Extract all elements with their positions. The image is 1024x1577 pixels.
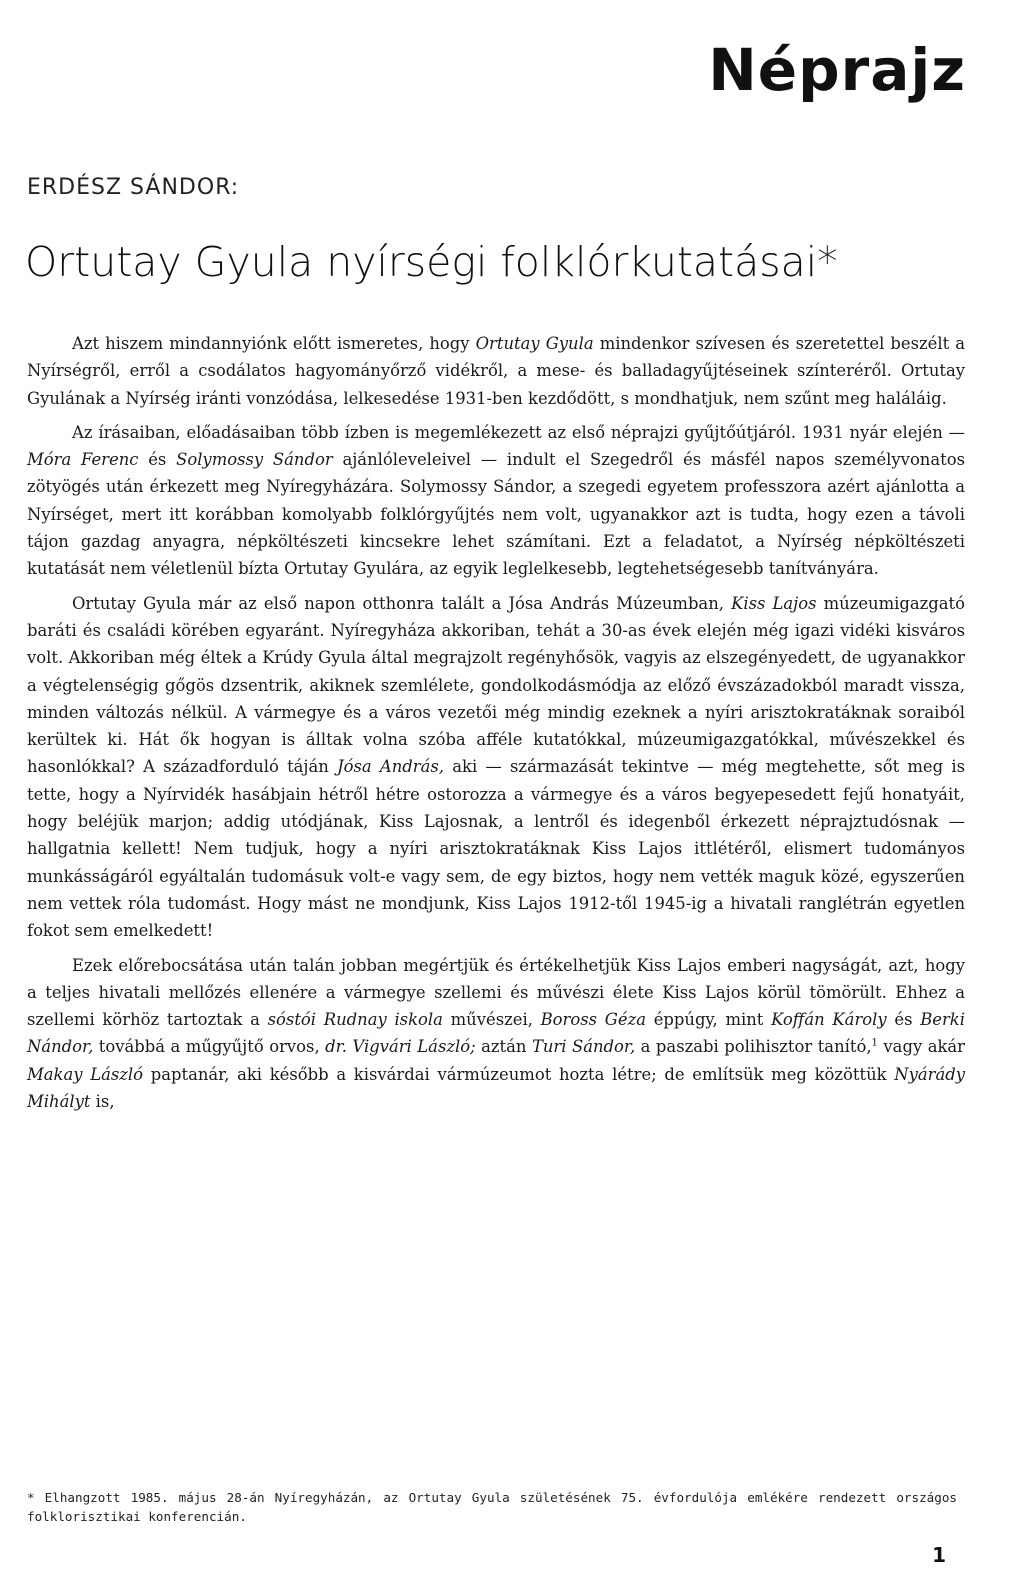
emphasized-name: Makay László <box>27 1064 144 1084</box>
section-title: Néprajz <box>708 36 966 104</box>
body-paragraph <box>27 952 965 1116</box>
emphasized-name: Nyárády Mihályt <box>27 1064 965 1112</box>
article-title: Ortutay Gyula nyírségi folklórkutatásai* <box>25 238 838 286</box>
text-run: vagy akár <box>877 1037 966 1057</box>
body-paragraph <box>27 330 965 412</box>
emphasized-name: Berki Nándor, <box>27 1010 965 1057</box>
text-run: és <box>138 450 177 470</box>
article-author: ERDÉSZ SÁNDOR: <box>27 175 240 200</box>
emphasized-name: Jósa András, <box>337 757 445 777</box>
emphasized-name: dr. Vigvári László; <box>325 1037 476 1057</box>
text-run: aki — származását tekintve — még megtehette, sőt meg is tette, hogy a Nyírvidék hasábjain hétről hétre ostorozza a vármegye és a város begyepesedett fejű honatyáit, hogy beléjük marjon; addig utódjának, Kiss Lajosnak, a lentről és idegenből érkezett néprajztudósnak — hallgatnia kellett! Nem tudjuk, hogy a nyíri arisztokratáknak Kiss Lajos ittlétéről, elismert tudományos munkásságáról egyáltalán tudomásuk volt-e vagy sem, de egy biztos, hogy nem vették maguk közé, egyszerűen nem vettek róla tudomást. Hogy mást ne mondjunk, Kiss Lajos 1912-től 1945-ig a hivatali ranglétrán egyetlen fokot sem emelkedett! <box>27 757 965 941</box>
text-run: Az írásaiban, előadásaiban több ízben is megemlékezett az első néprajzi gyűjtőútjáról. 1931 nyár elején — <box>72 422 965 442</box>
emphasized-name: sóstói Rudnay iskola <box>267 1010 443 1030</box>
emphasized-name: Ortutay Gyula <box>475 334 594 353</box>
text-run: és <box>886 1010 921 1030</box>
article-body <box>27 330 965 1115</box>
emphasized-name: Turi Sándor, <box>531 1037 636 1057</box>
text-run: is, <box>90 1092 115 1112</box>
emphasized-name: Solymossy Sándor <box>176 450 333 470</box>
text-run: aztán <box>475 1037 532 1057</box>
text-run: művészei, <box>442 1010 541 1030</box>
emphasized-name: Kiss Lajos <box>731 593 817 613</box>
page-number: 1 <box>932 1543 946 1567</box>
text-run: múzeumigazgató baráti és családi körében egyaránt. Nyíregyháza akkoriban, tehát a 30-as évek elején még igazi vidéki kisváros volt. Akkoriban még éltek a Krúdy Gyula által megrajzolt regényhősök, vagyis az elszegényedett, de ugyanakkor a végtelenségig gőgös dzsentrik, akiknek szemlélete, gondolkodásmódja az előző évszázadokból maradt vissza, minden változás nélkül. A vármegye és a város vezetői még mindig ezeknek a nyíri arisztokratáknak soraiból kerültek ki. Hát ők hogyan is álltak volna szóba afféle kutatókkal, múzeumigazgatókkal, művészekkel és hasonlókkal? A századforduló táján <box>27 593 966 777</box>
emphasized-name: Koffán Károly <box>771 1010 887 1030</box>
text-run: Ortutay Gyula már az első napon otthonra talált a Jósa András Múzeumban, <box>72 593 732 613</box>
footnote-ref: 1 <box>871 1037 878 1049</box>
body-paragraph <box>27 590 965 945</box>
text-run: mindenkor szívesen és szeretettel beszélt a Nyírségről, erről a csodálatos hagyományőrző vidékről, a mese- és balladagyűjtéseinek színteréről. Ortutay Gyulának a Nyírség iránti vonzódása, lelkesedése 1931-ben kezdődött, s mondhatjuk, nem szűnt meg haláláig. <box>27 334 965 408</box>
text-run: éppúgy, mint <box>645 1010 772 1030</box>
text-run: paptanár, aki később a kisvárdai vármúzeumot hozta létre; de említsük meg közöttük <box>143 1064 895 1084</box>
text-run: továbbá a műgyűjtő orvos, <box>93 1037 326 1057</box>
text-run: ajánlóleveleivel — indult el Szegedről és másfél napos személyvonatos zötyögés után érkezett meg Nyíregyházára. Solymossy Sándor, a szegedi egyetem professzora azért ajánlotta a Nyírséget, mert itt korábban komolyabb folklórgyűjtés nem volt, ugyanakkor azt is tudta, hogy ezen a távoli tájon gazdag anyagra, népköltészeti kincsekre lehet számítani. Ezt a feladatot, a Nyírség népköltészeti kutatását nem véletlenül bízta Ortutay Gyulára, az egyik leglelkesebb, legtehetségesebb tanítványára. <box>27 450 966 579</box>
body-paragraph <box>27 419 965 583</box>
text-run: Ezek előrebocsátása után talán jobban megértjük és értékelhetjük Kiss Lajos emberi nagyságát, azt, hogy a teljes hivatali mellőzés ellenére a vármegye szellemi és művészi élete Kiss Lajos körül tömörült. Ehhez a szellemi körhöz tartoztak a <box>27 955 965 1030</box>
text-run: a paszabi polihisztor tanító, <box>635 1037 872 1057</box>
text-run: Azt hiszem mindannyiónk előtt ismeretes, hogy <box>72 334 476 353</box>
footnote: * Elhangzott 1985. május 28-án Nyíregyházán, az Ortutay Gyula születésének 75. évfordulója emlékére rendezett országos folklorisztikai konferencián. <box>27 1490 957 1524</box>
emphasized-name: Boross Géza <box>540 1010 646 1030</box>
emphasized-name: Móra Ferenc <box>27 450 139 470</box>
